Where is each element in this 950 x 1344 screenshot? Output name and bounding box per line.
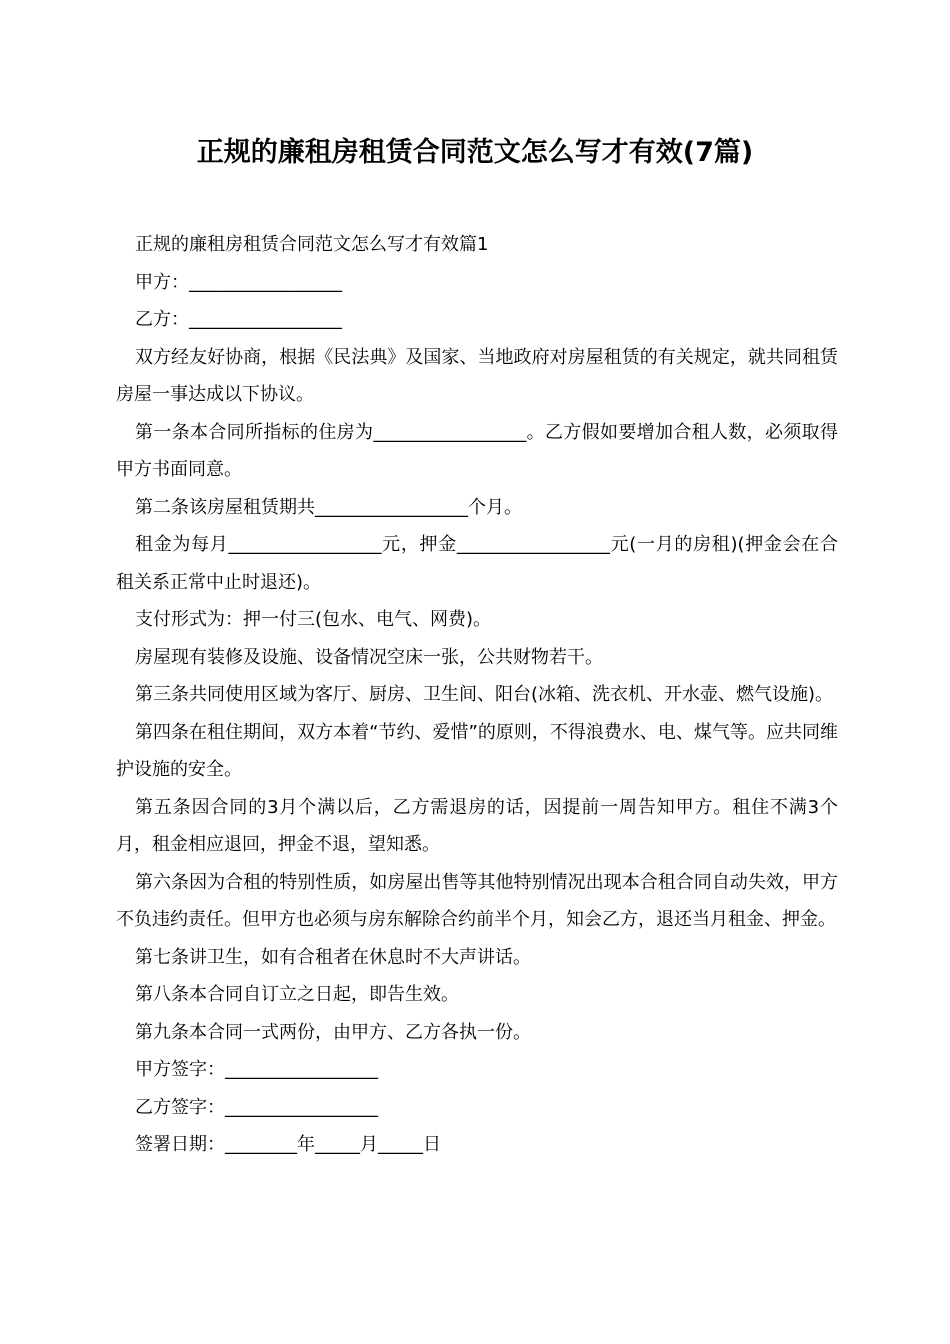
article-2: 第二条该房屋租赁期共_________________个月。 [135,496,522,518]
document-title: 正规的廉租房租赁合同范文怎么写才有效(7篇) [196,137,754,168]
article-1: 第一条本合同所指标的住房为_________________。乙方假如要增加合租人数，必须取得甲方书面同意。 [116,421,838,480]
article-6: 第六条因为合租的特别性质，如房屋出售等其他特别情况出现本合租合同自动失效，甲方不负违约责任。但甲方也必须与房东解除合约前半个月，知会乙方，退还当月租金、押金。 [116,871,838,930]
article-3: 第三条共同使用区域为客厅、厨房、卫生间、阳台(冰箱、洗衣机、开水壶、燃气设施)。 [135,684,834,705]
party-a-line: 甲方：_________________ [135,271,342,293]
article-9: 第九条本合同一式两份，由甲方、乙方各执一份。 [135,1021,531,1043]
article-5: 第五条因合同的3月个满以后，乙方需退房的话，因提前一周告知甲方。租住不满3个月，租金相应退回，押金不退，望知悉。 [116,796,838,855]
article-4: 第四条在租住期间，双方本着“节约、爱惜”的原则，不得浪费水、电、煤气等。应共同维护设施的安全。 [116,721,838,780]
rent-deposit-paragraph: 租金为每月_________________元，押金_________________元(一月的房租)(押金会在合租关系正常中止时退还)。 [116,534,838,593]
signing-date: 签署日期：________年_____月_____日 [135,1134,441,1155]
party-b-line: 乙方：_________________ [135,309,342,330]
document-body [116,226,838,1164]
party-a-signature: 甲方签字：_________________ [135,1059,378,1080]
intro-paragraph: 双方经友好协商，根据《民法典》及国家、当地政府对房屋租赁的有关规定，就共同租赁房屋一事达成以下协议。 [116,346,838,405]
article-8: 第八条本合同自订立之日起，即告生效。 [135,984,459,1005]
payment-method-paragraph: 支付形式为：押一付三(包水、电气、网费)。 [135,609,492,630]
facilities-paragraph: 房屋现有装修及设施、设备情况空床一张，公共财物若干。 [135,646,603,668]
party-b-signature: 乙方签字：_________________ [135,1096,378,1118]
section-heading: 正规的廉租房租赁合同范文怎么写才有效篇1 [135,234,489,255]
article-7: 第七条讲卫生，如有合租者在休息时不大声讲话。 [135,946,531,968]
